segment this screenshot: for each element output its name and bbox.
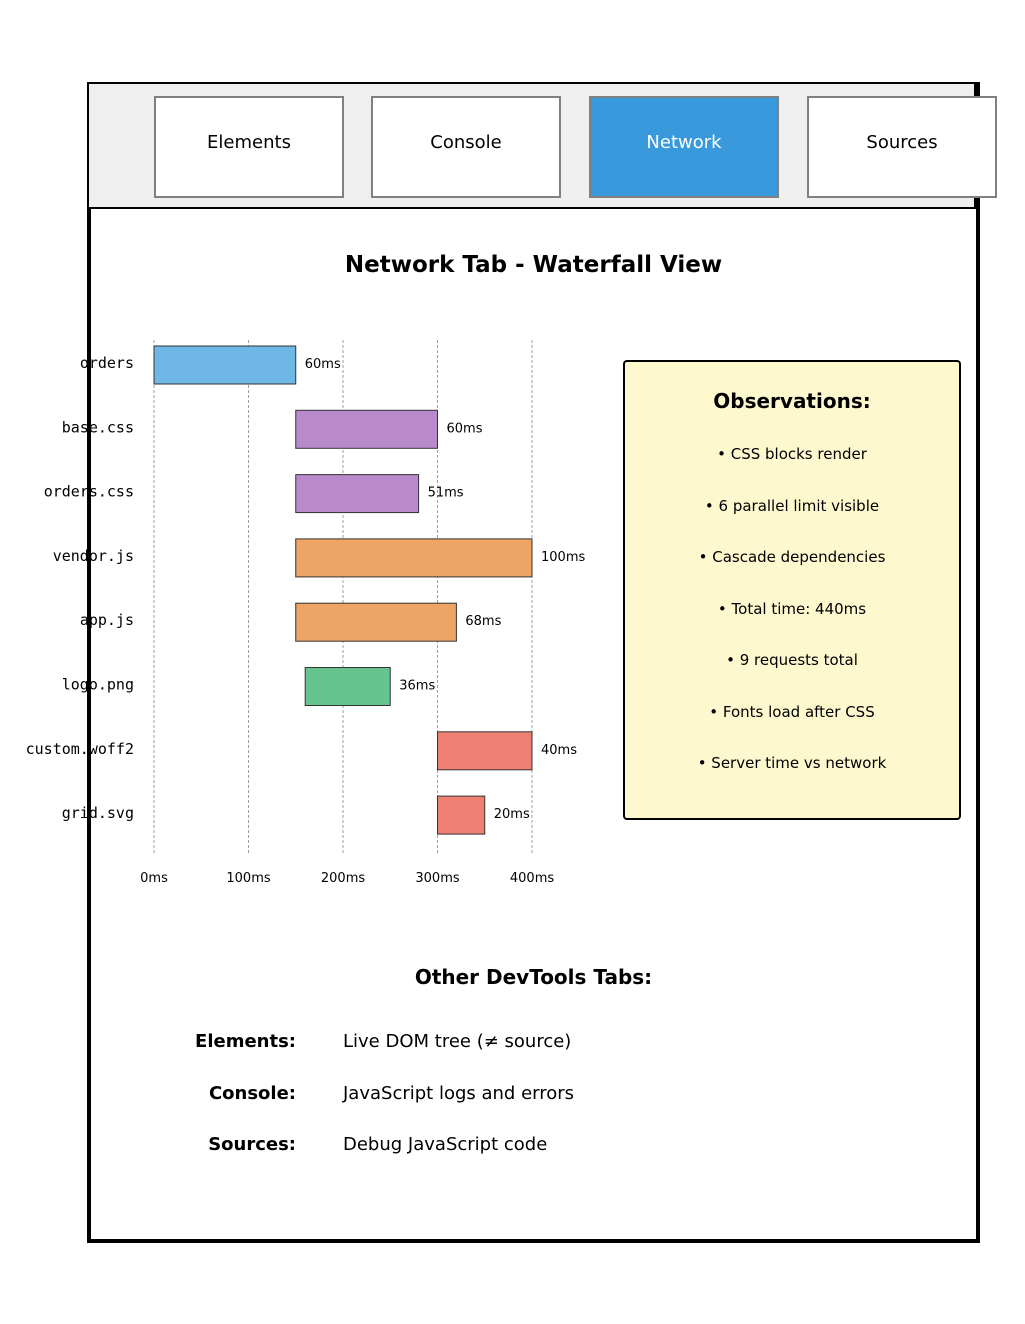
other-tab-row-sources — [91, 1134, 976, 1164]
tab-sources[interactable]: Sources — [807, 96, 997, 198]
duration-label: 20ms — [493, 807, 530, 823]
request-bar — [438, 796, 485, 834]
observations-box — [623, 360, 961, 820]
other-tabs-title: Other DevTools Tabs: — [414, 965, 653, 989]
duration-label: 68ms — [465, 614, 502, 630]
duration-label: 36ms — [399, 678, 436, 694]
x-tick-label: 0ms — [140, 871, 168, 886]
tab-elements[interactable]: Elements — [154, 96, 344, 198]
other-tab-term: Console: — [208, 1083, 296, 1104]
waterfall-title: Network Tab - Waterfall View — [344, 252, 723, 278]
observation-item: • Server time vs network — [697, 754, 887, 772]
waterfall-chart — [0, 330, 600, 900]
tab-network[interactable]: Network — [589, 96, 779, 198]
other-tab-term: Elements: — [195, 1031, 296, 1052]
other-tab-row-elements — [91, 1031, 976, 1061]
observations-list — [625, 445, 959, 806]
request-label: vendor.js — [52, 546, 134, 565]
tab-console[interactable]: Console — [371, 96, 561, 198]
duration-label: 40ms — [541, 742, 577, 758]
observation-item: • Total time: 440ms — [717, 599, 867, 618]
request-bar — [305, 668, 390, 706]
duration-label: 60ms — [446, 421, 483, 437]
x-tick-label: 200ms — [320, 871, 366, 886]
observation-item: • Fonts load after CSS — [709, 702, 875, 721]
request-bar — [154, 346, 296, 384]
other-tab-desc: Live DOM tree (≠ source) — [343, 1031, 572, 1052]
other-tab-desc: JavaScript logs and errors — [343, 1083, 575, 1104]
request-bar — [296, 539, 532, 577]
request-bar — [296, 475, 419, 513]
duration-label: 100ms — [541, 549, 586, 565]
duration-label: 51ms — [427, 485, 464, 501]
request-label: orders.css — [43, 482, 134, 501]
observation-item: • 6 parallel limit visible — [704, 496, 880, 515]
observation-item: • Cascade dependencies — [698, 548, 886, 566]
request-label: logo.png — [61, 675, 134, 694]
request-label: grid.svg — [61, 804, 134, 823]
other-tab-desc: Debug JavaScript code — [343, 1134, 548, 1155]
request-bar — [296, 603, 457, 641]
other-tab-row-console — [91, 1083, 976, 1113]
x-tick-label: 100ms — [226, 871, 271, 886]
other-tab-term: Sources: — [208, 1134, 296, 1155]
x-tick-label: 400ms — [509, 871, 555, 886]
request-bar — [296, 410, 438, 448]
x-tick-label: 300ms — [415, 871, 460, 886]
observation-item: • 9 requests total — [726, 651, 858, 669]
request-label: orders — [79, 354, 134, 372]
request-label: custom.woff2 — [25, 739, 134, 758]
request-label: app.js — [79, 611, 134, 630]
request-bar — [438, 732, 533, 770]
request-label: base.css — [61, 418, 134, 437]
observations-title: Observations: — [713, 389, 871, 413]
observation-item: • CSS blocks render — [717, 445, 867, 463]
duration-label: 60ms — [304, 357, 341, 372]
